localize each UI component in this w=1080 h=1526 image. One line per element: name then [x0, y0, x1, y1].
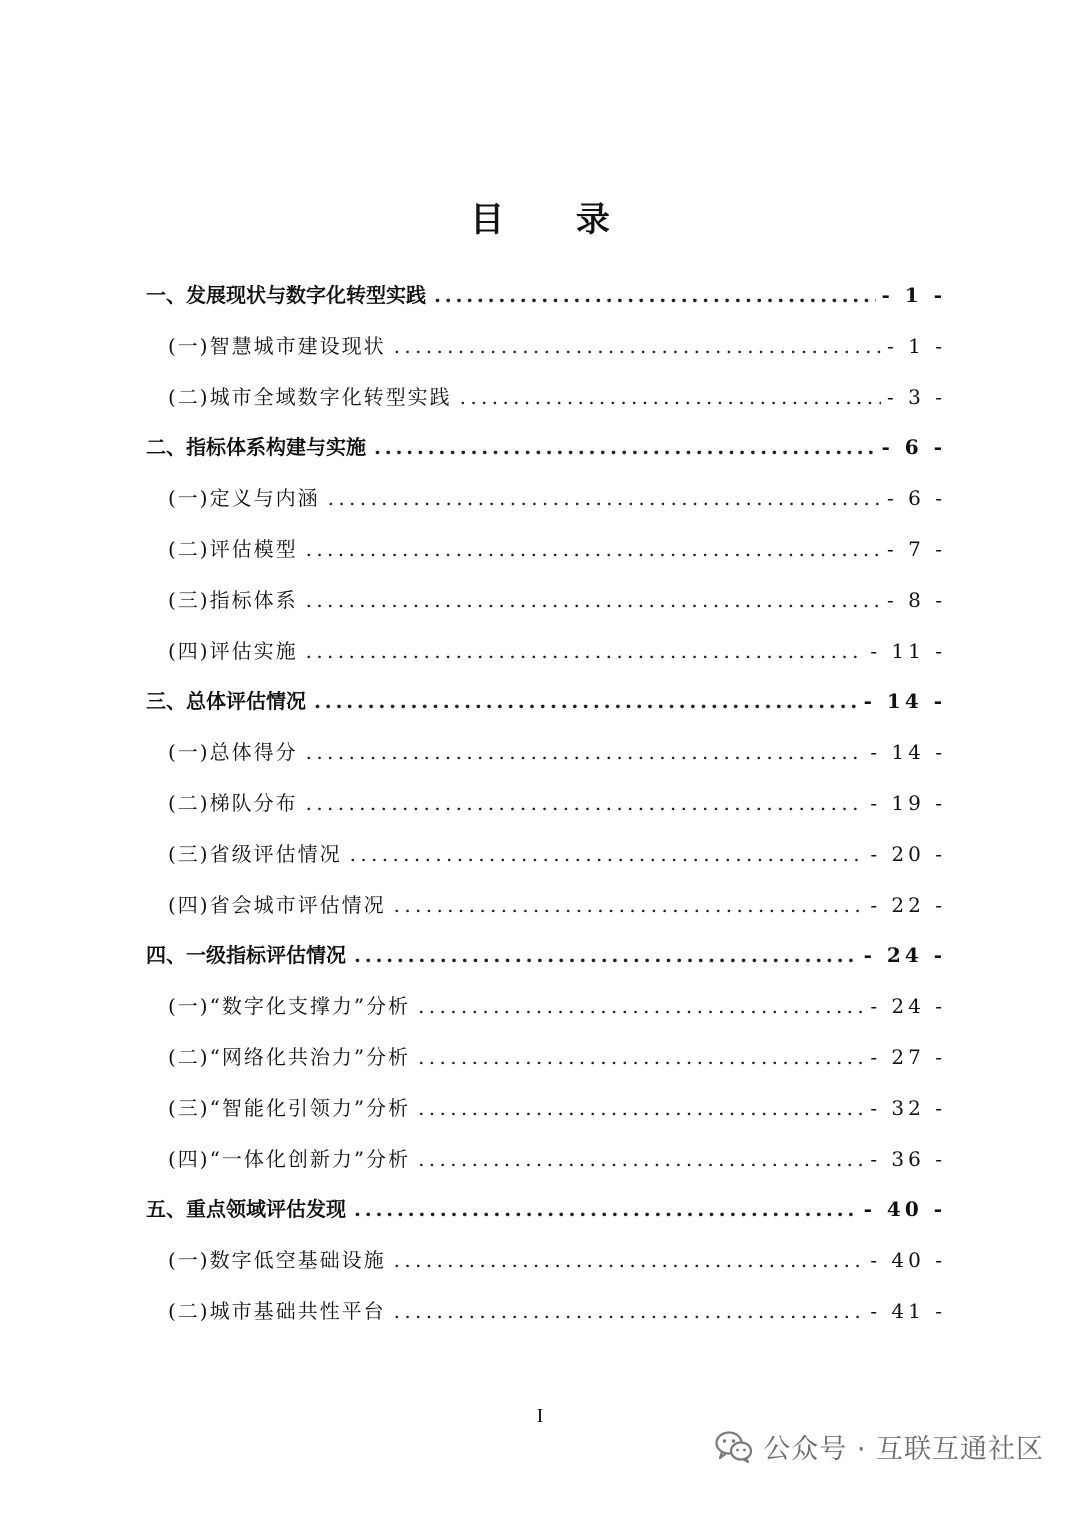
toc-entry-label: 指标体系构建与实施: [186, 435, 366, 460]
toc-entry-page: - 3 -: [887, 384, 946, 409]
toc-entry-number: (二): [168, 790, 210, 815]
toc-entry-number: (一): [168, 1248, 210, 1273]
toc-entry-number: (四): [168, 638, 210, 663]
toc-dot-leader: [328, 475, 881, 521]
toc-entry-label: 发展现状与数字化转型实践: [186, 283, 426, 307]
toc-section-entry[interactable]: [146, 983, 946, 1034]
toc-dot-leader: [434, 272, 876, 318]
toc-entry-page: - 19 -: [870, 790, 946, 815]
toc-chapter-entry[interactable]: [146, 272, 946, 323]
watermark-text: 公众号 · 互联互通社区: [763, 1434, 1044, 1465]
toc-entry-label: 梯队分布: [209, 790, 298, 815]
toc-section-entry[interactable]: [146, 882, 946, 933]
wechat-icon: [715, 1431, 753, 1463]
toc-entry-page: - 41 -: [870, 1298, 946, 1323]
page-title: 目 录: [470, 200, 640, 240]
toc-section-entry[interactable]: [146, 831, 946, 882]
toc-section-entry[interactable]: [146, 780, 946, 831]
toc-entry-label: 一级指标评估情况: [186, 943, 346, 968]
toc-section-entry[interactable]: [146, 1288, 946, 1339]
toc-entry-number: 三、: [146, 689, 186, 714]
toc-section-entry[interactable]: [146, 1237, 946, 1288]
toc-entry-page: - 6 -: [887, 486, 946, 511]
toc-section-entry[interactable]: [146, 1136, 946, 1187]
toc-chapter-entry[interactable]: [146, 1186, 946, 1237]
toc-entry-page: - 36 -: [870, 1146, 946, 1171]
toc-entry-number: (三): [168, 1095, 210, 1120]
toc-entry-number: (四): [168, 1146, 210, 1171]
toc-entry-label: 智慧城市建设现状: [209, 333, 386, 358]
toc-entry-label: 省会城市评估情况: [209, 892, 386, 917]
toc-dot-leader: [306, 628, 865, 674]
toc-entry-page: - 27 -: [870, 1044, 946, 1069]
toc-entry-number: 四、: [146, 943, 186, 968]
toc-entry-page: - 1 -: [881, 283, 946, 307]
page-number: I: [536, 1405, 544, 1427]
toc-entry-page: - 6 -: [881, 435, 946, 460]
toc-dot-leader: [306, 577, 881, 623]
toc-dot-leader: [418, 1085, 864, 1131]
toc-entry-number: (一): [168, 486, 210, 511]
toc-entry-label: “网络化共治力”分析: [209, 1044, 411, 1069]
toc-entry-page: - 40 -: [870, 1248, 946, 1273]
toc-entry-number: (二): [168, 1298, 210, 1323]
toc-entry-number: (三): [168, 841, 210, 866]
toc-entry-page: - 7 -: [887, 536, 946, 561]
toc-entry-number: 五、: [146, 1197, 186, 1222]
toc-entry-label: 指标体系: [209, 587, 298, 612]
toc-section-entry[interactable]: [146, 374, 946, 425]
toc-dot-leader: [350, 831, 865, 877]
toc-entry-label: 省级评估情况: [209, 841, 342, 866]
toc-chapter-entry[interactable]: [146, 424, 946, 475]
toc-entry-page: - 14 -: [870, 740, 946, 765]
toc-entry-label: “一体化创新力”分析: [209, 1146, 411, 1171]
toc-section-entry[interactable]: [146, 1034, 946, 1085]
toc-section-entry[interactable]: [146, 628, 946, 679]
toc-dot-leader: [306, 526, 881, 572]
toc-entry-number: 二、: [146, 435, 186, 460]
toc-dot-leader: [418, 1034, 864, 1080]
toc-entry-label: 数字低空基础设施: [209, 1248, 386, 1273]
toc-section-entry[interactable]: [146, 1085, 946, 1136]
toc-dot-leader: [460, 374, 881, 420]
toc-section-entry[interactable]: [146, 526, 946, 577]
toc-dot-leader: [354, 1186, 858, 1232]
toc-entry-label: 重点领域评估发现: [186, 1197, 346, 1222]
toc-section-entry[interactable]: [146, 475, 946, 526]
toc-section-entry[interactable]: [146, 577, 946, 628]
toc-section-entry[interactable]: [146, 323, 946, 374]
toc-entry-label: 评估实施: [209, 638, 298, 663]
toc-chapter-entry[interactable]: [146, 932, 946, 983]
toc-entry-number: (一): [168, 740, 210, 765]
toc-entry-number: (二): [168, 384, 210, 409]
toc-dot-leader: [306, 729, 865, 775]
toc-dot-leader: [394, 1237, 865, 1283]
watermark: [715, 1427, 1044, 1466]
toc-entry-page: - 1 -: [887, 333, 946, 358]
toc-dot-leader: [374, 424, 876, 470]
toc-entry-number: (二): [168, 1044, 210, 1069]
toc-entry-page: - 24 -: [870, 994, 946, 1019]
toc-dot-leader: [418, 1136, 864, 1182]
toc-entry-number: (二): [168, 536, 210, 561]
toc-entry-label: 城市全域数字化转型实践: [209, 384, 452, 409]
toc-dot-leader: [394, 882, 865, 928]
toc-entry-label: 定义与内涵: [209, 486, 320, 511]
toc-chapter-entry[interactable]: [146, 678, 946, 729]
toc-entry-number: (一): [168, 333, 210, 358]
toc-entry-number: (四): [168, 892, 210, 917]
toc-entry-number: 一、: [146, 283, 186, 307]
toc-entry-label: 城市基础共性平台: [209, 1298, 386, 1323]
toc-entry-page: - 22 -: [870, 892, 946, 917]
toc-entry-label: 总体得分: [209, 740, 298, 765]
toc-dot-leader: [394, 1288, 865, 1334]
toc-dot-leader: [354, 932, 858, 978]
toc-entry-label: “数字化支撑力”分析: [209, 994, 411, 1019]
toc-entry-page: - 14 -: [863, 689, 946, 714]
toc-entry-number: (一): [168, 994, 210, 1019]
toc-entry-page: - 8 -: [887, 587, 946, 612]
toc-dot-leader: [314, 678, 858, 724]
toc-entry-label: “智能化引领力”分析: [209, 1095, 411, 1120]
toc-entry-page: - 32 -: [870, 1095, 946, 1120]
toc-dot-leader: [394, 323, 881, 369]
toc-entry-page: - 20 -: [870, 841, 946, 866]
toc-entry-page: - 11 -: [870, 638, 946, 663]
toc-entry-number: (三): [168, 587, 210, 612]
toc-entry-label: 评估模型: [209, 536, 298, 561]
toc-entry-label: 总体评估情况: [186, 689, 306, 714]
toc-entry-page: - 24 -: [863, 943, 946, 968]
toc-section-entry[interactable]: [146, 729, 946, 780]
toc-dot-leader: [306, 780, 865, 826]
toc-entry-page: - 40 -: [863, 1197, 946, 1222]
table-of-contents: [146, 272, 946, 1339]
toc-dot-leader: [418, 983, 864, 1029]
